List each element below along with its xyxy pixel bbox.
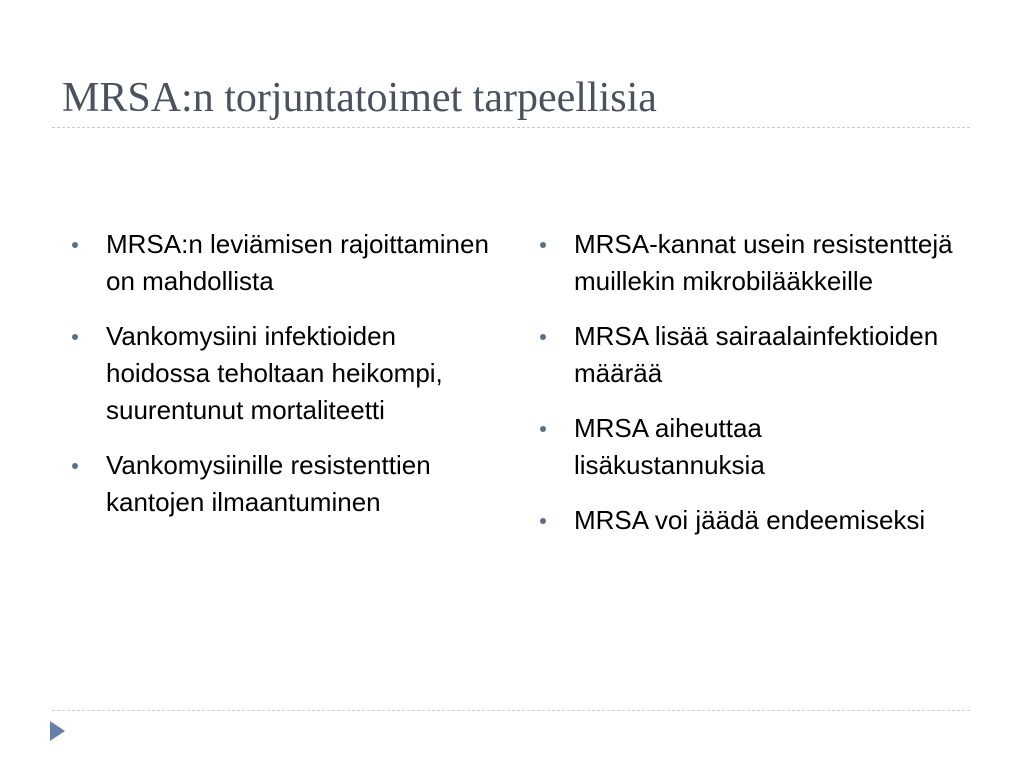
left-bullet-list <box>70 226 490 539</box>
list-item-text: MRSA aiheuttaa lisäkustannuksia <box>574 413 765 480</box>
dot-bullet-icon <box>540 518 546 524</box>
title-divider <box>52 127 970 128</box>
right-bullet-list <box>538 226 958 557</box>
dot-bullet-icon <box>540 334 546 340</box>
dot-bullet-icon <box>540 426 546 432</box>
list-item <box>538 318 958 392</box>
list-item-text: MRSA lisää sairaalainfektioiden määrää <box>574 321 939 388</box>
list-item <box>70 447 490 521</box>
list-item <box>70 226 490 300</box>
footer-divider <box>52 710 970 711</box>
list-item <box>538 226 958 300</box>
list-item-text: MRSA:n leviämisen rajoittaminen on mahdollista <box>106 229 489 296</box>
list-item-text: Vankomysiini infektioiden hoidossa teholtaan heikompi, suurentunut mortaliteetti <box>106 321 443 425</box>
triangle-right-icon[interactable] <box>50 721 65 741</box>
dot-bullet-icon <box>540 242 546 248</box>
list-item-text: MRSA-kannat usein resistenttejä muillekin mikrobilääkkeille <box>574 229 953 296</box>
slide-title: MRSA:n torjuntatoimet tarpeellisia <box>62 75 657 121</box>
dot-bullet-icon <box>72 242 78 248</box>
dot-bullet-icon <box>72 463 78 469</box>
list-item <box>538 502 958 539</box>
list-item <box>70 318 490 429</box>
dot-bullet-icon <box>72 334 78 340</box>
list-item-text: MRSA voi jäädä endeemiseksi <box>574 505 926 535</box>
list-item <box>538 410 958 484</box>
list-item-text: Vankomysiinille resistenttien kantojen ilmaantuminen <box>106 450 431 517</box>
